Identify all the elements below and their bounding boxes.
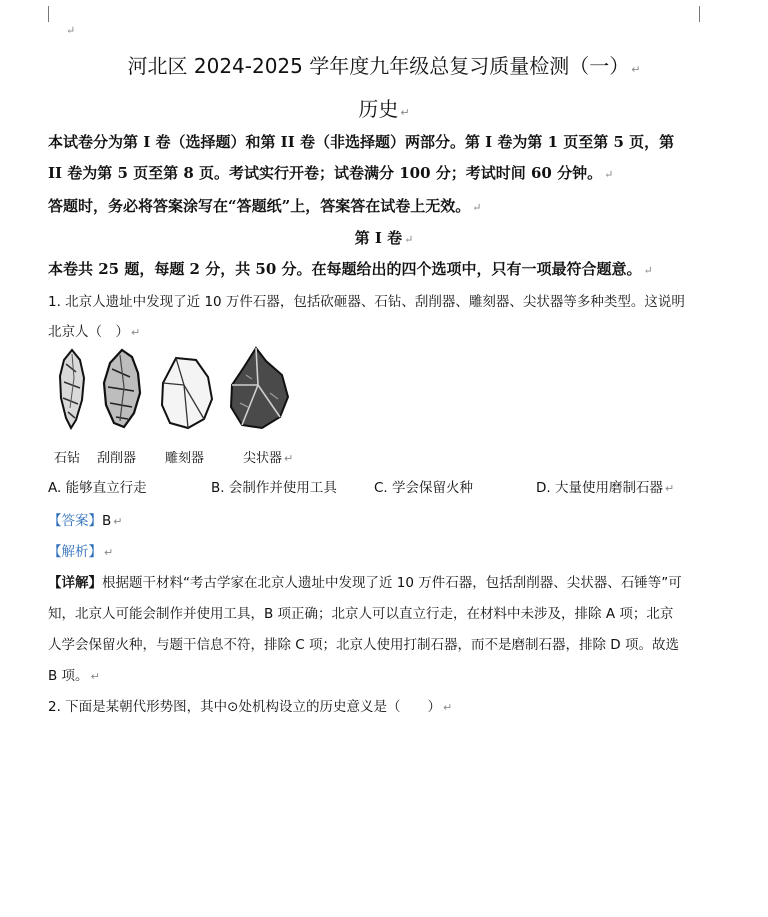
tool-label-engraver: 雕刻器 xyxy=(165,451,205,466)
option-a: A. 能够直立行走 xyxy=(48,480,147,496)
q2-stem: 2. 下面是某朝代形势图，其中⊙处机构设立的历史意义是（ ） ↵ xyxy=(48,699,453,715)
detail-tag: 【详解】 xyxy=(48,575,102,591)
tool-label-scraper: 刮削器 xyxy=(97,451,137,466)
crop-mark-right xyxy=(699,6,700,22)
scraper-image xyxy=(100,347,144,431)
tool-label-point: 尖状器 ↵ xyxy=(243,451,294,466)
crop-mark-left xyxy=(48,6,49,22)
q1-stem-line-2: 北京人（ ） ↵ xyxy=(48,324,141,340)
intro-line-1: 本试卷分为第 I 卷（选择题）和第 II 卷（非选择题）两部分。第 I 卷为第 1 页至第 5 页，第 xyxy=(48,133,675,151)
tool-label-drill: 石钻 xyxy=(54,451,81,466)
paragraph-mark: ↵ xyxy=(66,24,76,37)
analysis-tag: 【解析】 xyxy=(48,544,102,560)
intro-line-2: II 卷为第 5 页至第 8 页。考试实行开卷；试卷满分 100 分；考试时间 60 分钟。 ↵ xyxy=(48,164,614,182)
section-title-row: 第 I 卷 ↵ xyxy=(354,229,414,247)
engraver-image xyxy=(158,355,214,431)
answer-tag: 【答案】 xyxy=(48,513,102,529)
detail-line-1: 【详解】根据题干材料“考古学家在北京人遗址中发现了近 10 万件石器，包括刮削器、尖状器、石锤等”可 xyxy=(48,575,682,591)
stone-drill-image xyxy=(54,348,90,430)
exam-title: 河北区 2024-2025 学年度九年级总复习质量检测（一） xyxy=(127,54,630,78)
subject-title-row: 历史 ↵ xyxy=(358,97,410,121)
answer-value: B xyxy=(102,513,112,529)
option-c: C. 学会保留火种 xyxy=(374,480,474,496)
detail-line-4: B 项。 ↵ xyxy=(48,668,100,684)
q1-stem-line-1: 1. 北京人遗址中发现了近 10 万件石器，包括砍砸器、石钻、刮削器、雕刻器、尖状器等多种类型。这说明 xyxy=(48,294,685,310)
option-b: B. 会制作并使用工具 xyxy=(211,480,337,496)
detail-line-2: 知，北京人可能会制作并使用工具，B 项正确；北京人可以直立行走，在材料中未涉及，排除 A 项；北京 xyxy=(48,606,674,622)
section-title: 第 I 卷 xyxy=(354,229,403,247)
subject-title: 历史 xyxy=(358,97,399,121)
analysis-line: 【解析】 ↵ xyxy=(48,544,114,560)
exam-title-row: 河北区 2024-2025 学年度九年级总复习质量检测（一） ↵ xyxy=(127,54,641,78)
notice-line: 答题时，务必将答案涂写在“答题纸”上，答案答在试卷上无效。 ↵ xyxy=(48,197,482,215)
option-d: D. 大量使用磨制石器 ↵ xyxy=(536,480,675,496)
section-desc: 本卷共 25 题，每题 2 分，共 50 分。在每题给出的四个选项中，只有一项最符合题意。 ↵ xyxy=(48,260,653,278)
detail-line-3: 人学会保留火种，与题干信息不符，排除 C 项；北京人使用打制石器，而不是磨制石器，排除 D 项。故选 xyxy=(48,637,679,653)
answer-line: 【答案】B ↵ xyxy=(48,513,123,529)
point-tool-image xyxy=(226,345,292,431)
